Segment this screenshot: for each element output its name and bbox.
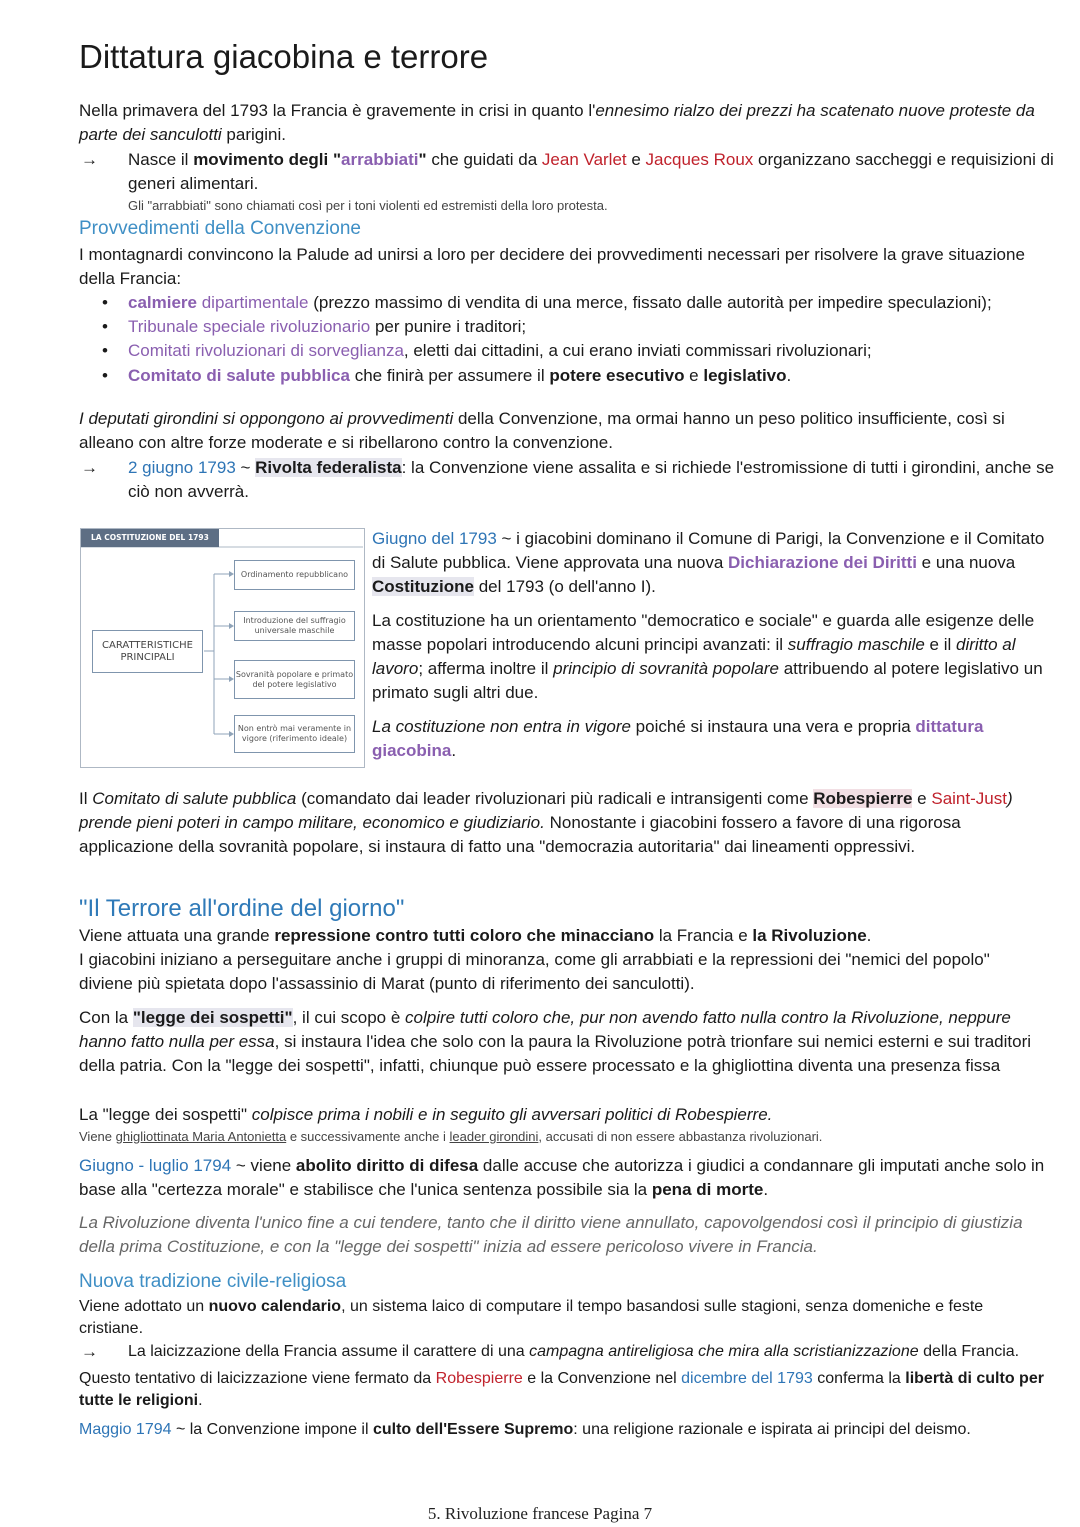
page-footer: 5. Rivoluzione francese Pagina 7 <box>427 1504 653 1523</box>
terrore-paragraph-7: La Rivoluzione diventa l'unico fine a cui tendere, tanto che il diritto viene annullato, capovolgendosi così il principio di giustizia della prima Costituzione, e con la "legge dei sospetti" inizia ad essere pericoloso vivere in Francia. <box>79 1213 1023 1256</box>
comitato-paragraph: Il Comitato di salute pubblica (comandato dai leader rivoluzionari più radicali e intransigenti come Robespierre e Saint-Just) prende pieni poteri in campo militare, economico e giudiziario. Nonostante i giacobini fossero a favore di una rigorosa applicazione della sovranità popolare, si instaura di fatto una "democrazia autoritaria" dai lineamenti oppressivi. <box>79 789 1013 856</box>
arrow-icon: → <box>81 1342 98 1361</box>
costituzione-paragraph-3: La costituzione non entra in vigore poiché si instaura una vera e propria dittatura giacobina. <box>372 717 984 760</box>
rivolta-paragraph: → 2 giugno 1793 ~ Rivolta federalista: la Convenzione viene assalita e si richiede l'estromissione di tutti i girondini, anche se ciò non avverrà. <box>81 458 1055 501</box>
diagram-node: Non entrò mai veramente in vigore (riferimento ideale) <box>234 715 355 753</box>
religione-paragraph-4: Maggio 1794 ~ la Convenzione impone il culto dell'Essere Supremo: una religione razionale e ispirata ai principi del deismo. <box>79 1421 971 1438</box>
girondini-paragraph: I deputati girondini si oppongono ai provvedimenti della Convenzione, ma ormai hanno un peso politico insufficiente, così si alleano con altre forze moderate e si ribellarono contro la convenzione. <box>79 409 1005 452</box>
diagram-title: LA COSTITUZIONE DEL 1793 <box>81 529 219 547</box>
terrore-paragraph-3: Con la "legge dei sospetti", il cui scopo è colpire tutti coloro che, pur non avendo fatto nulla contro la Rivoluzione, neppure hanno fatto nulla per essa, si instaura l'idea che solo con la paura la Rivoluzione potrà trionfare sui nemici esterni e sui traditori della patria. Con la "legge dei sospetti", infatti, chiunque può essere processato e la ghigliottina diventa una presenza fissa <box>79 1008 1032 1075</box>
costituzione-paragraph-2: La costituzione ha un orientamento "democratico e sociale" e guarda alle esigenze delle masse popolari introducendo alcuni principi avanzati: il suffragio maschile e il diritto al lavoro; afferma inoltre il principio di sovranità popolare attribuendo al potere legislativo un primato sugli altri due. <box>372 611 1043 702</box>
bullet-icon: • <box>102 293 108 312</box>
section-heading-provvedimenti: Provvedimenti della Convenzione <box>79 218 361 239</box>
terrore-paragraph-6: Giugno - luglio 1794 ~ viene abolito diritto di difesa dalle accuse che autorizza i giudici a condannare gli imputati anche solo in base alla "certezza morale" e stabilisce che l'unica sentenza possibile sia la pena di morte. <box>79 1156 1045 1199</box>
list-item: • Comitato di salute pubblica che finirà per assumere il potere esecutivo e legislativo. <box>128 364 1058 388</box>
diagram-main-node: CARATTERISTICHE PRINCIPALI <box>92 630 203 673</box>
list-item: • Tribunale speciale rivoluzionario per punire i traditori; <box>128 315 1058 339</box>
bullet-icon: • <box>102 341 108 360</box>
religione-paragraph-3: Questo tentativo di laicizzazione viene fermato da Robespierre e la Convenzione nel dicembre del 1793 conferma la libertà di culto per tutte le religioni. <box>79 1370 1044 1409</box>
section-heading-religione: Nuova tradizione civile-religiosa <box>79 1271 347 1292</box>
section-heading-terrore: "Il Terrore all'ordine del giorno" <box>79 895 405 922</box>
arrabbiati-paragraph: → Nasce il movimento degli "arrabbiati" che guidati da Jean Varlet e Jacques Roux organizzano saccheggi e requisizioni di generi alimentari. <box>81 150 1054 193</box>
terrore-paragraph-2: I giacobini iniziano a perseguitare anche i gruppi di minoranza, come gli arrabbiati e la repressioni dei "nemici del popolo" diviene più spietata dopo l'assassinio di Marat (punto di riferimento dei sanculotti). <box>79 950 990 993</box>
list-item: • Comitati rivoluzionari di sorveglianza, eletti dai cittadini, a cui erano inviati commissari rivoluzionari; <box>128 339 1058 363</box>
terrore-note: Viene ghigliottinata Maria Antonietta e successivamente anche i leader girondini, accusati di non essere abbastanza rivoluzionari. <box>79 1129 823 1144</box>
terrore-paragraph-1: Viene attuata una grande repressione contro tutti coloro che minacciano la Francia e la Rivoluzione. <box>79 926 872 945</box>
terrore-paragraph-4: La "legge dei sospetti" colpisce prima i nobili e in seguito gli avversari politici di Robespierre. <box>79 1105 773 1124</box>
provvedimenti-paragraph: I montagnardi convincono la Palude ad unirsi a loro per decidere dei provvedimenti necessari per risolvere la grave situazione della Francia: <box>79 245 1025 288</box>
bullet-icon: • <box>102 317 108 336</box>
intro-paragraph: Nella primavera del 1793 la Francia è gravemente in crisi in quanto l'ennesimo rialzo dei prezzi ha scatenato nuove proteste da parte dei sanculotti parigini. <box>79 101 1035 144</box>
list-item: • calmiere dipartimentale (prezzo massimo di vendita di una merce, fissato dalle autorità per impedire speculazioni); <box>128 291 1068 315</box>
page-title: Dittatura giacobina e terrore <box>79 38 489 75</box>
religione-paragraph-1: Viene adottato un nuovo calendario, un sistema laico di computare il tempo basandosi sulle stagioni, senza domeniche e feste cristiane. <box>79 1298 984 1337</box>
diagram-node: Ordinamento repubblicano <box>234 560 355 590</box>
arrow-icon: → <box>81 458 98 477</box>
costituzione-paragraph-1: Giugno del 1793 ~ i giacobini dominano il Comune di Parigi, la Convenzione e il Comitato di Salute pubblica. Viene approvata una nuova Dichiarazione dei Diritti e una nuova Costituzione del 1793 (o dell'anno I). <box>372 529 1045 596</box>
arrabbiati-note: Gli "arrabbiati" sono chiamati così per i toni violenti ed estremisti della loro protesta. <box>128 198 608 213</box>
religione-paragraph-2: → La laicizzazione della Francia assume il carattere di una campagna antireligiosa che mira alla scristianizzazione della Francia. <box>81 1342 1020 1361</box>
costituzione-diagram <box>80 528 365 768</box>
bullet-icon: • <box>102 366 108 385</box>
arrow-icon: → <box>81 150 98 169</box>
diagram-node: Introduzione del suffragio universale maschile <box>234 611 355 641</box>
diagram-node: Sovranità popolare e primato del potere legislativo <box>234 660 355 699</box>
